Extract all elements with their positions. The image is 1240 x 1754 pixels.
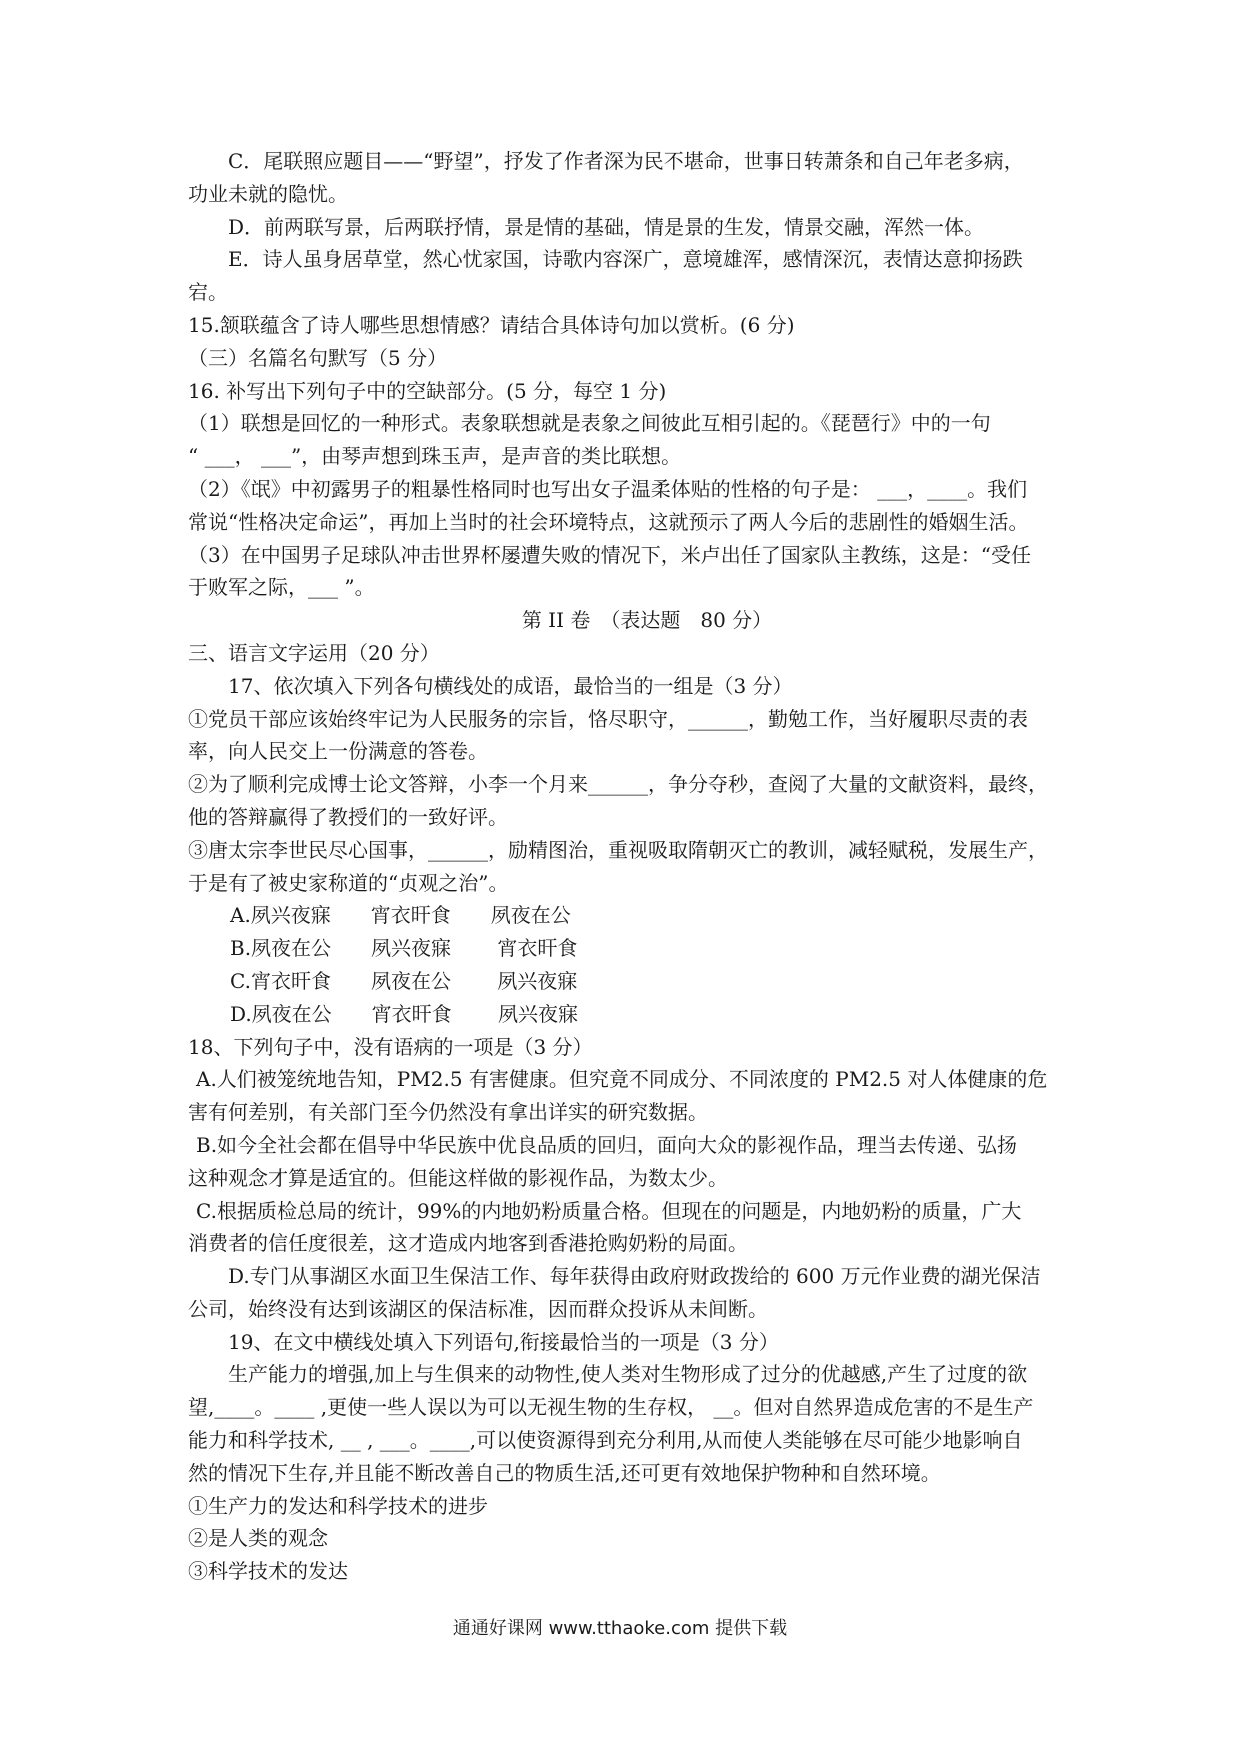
text-line: B.如今全社会都在倡导中华民族中优良品质的回归，面向大众的影视作品，理当去传递、弘扬 [196,1132,1018,1157]
text-line: 于是有了被史家称道的“贞观之治”。 [188,870,509,895]
text-line: 三、语言文字运用（20 分） [188,640,440,665]
text-line: C．尾联照应题目——“野望”，抒发了作者深为民不堪命，世事日转萧条和自己年老多病， [228,149,1024,173]
text-line: 然的情况下生存,并且能不断改善自己的物质生活,还可更有效地保护物种和自然环境。 [188,1460,941,1485]
text-line: D．前两联写景，后两联抒情，景是情的基础，情是景的生发，情景交融，浑然一体。 [228,214,985,239]
text-line: ③科学技术的发达 [188,1559,348,1584]
text-line: ③唐太宗李世民尽心国事，______，励精图治，重视吸取隋朝灭亡的教训，减轻赋税，发展生产， [188,837,1048,862]
text-line: 19、在文中横线处填入下列语句,衔接最恰当的一项是（3 分） [228,1329,779,1354]
text-line: ①党员干部应该始终牢记为人民服务的宗旨，恪尽职守，______，勤勉工作，当好履职尽责的表 [188,706,1028,731]
document-body [188,145,1106,1588]
text-line: 他的答辩赢得了教授们的一致好评。 [188,804,508,829]
text-line: B.夙夜在公 夙兴夜寐 宵衣旰食 [230,936,578,961]
text-line: C.根据质检总局的统计，99%的内地奶粉质量合格。但现在的问题是，内地奶粉的质量，广大 [196,1198,1022,1223]
text-line: 生产能力的增强,加上与生俱来的动物性,使人类对生物形成了过分的优越感,产生了过度的欲 [228,1362,1028,1387]
text-line: D.专门从事湖区水面卫生保洁工作、每年获得由政府财政拨给的 600 万元作业费的湖光保洁 [228,1264,1041,1289]
text-line: （三）名篇名句默写（5 分） [188,345,448,370]
text-line: 害有何差别，有关部门至今仍然没有拿出详实的研究数据。 [188,1100,708,1125]
text-line: （2）《氓》中初露男子的粗暴性格同时也写出女子温柔体贴的性格的句子是： ___，____。我们 [188,476,1028,501]
text-line: 18、下列句子中，没有语病的一项是（3 分） [188,1034,593,1059]
text-line: 消费者的信任度很差，这才造成内地客到香港抢购奶粉的局面。 [188,1231,748,1256]
text-line: E．诗人虽身居草堂，然心忧家国，诗歌内容深广，意境雄浑，感情深沉，表情达意抑扬跌 [228,247,1023,272]
text-line: 公司，始终没有达到该湖区的保洁标准，因而群众投诉从未间断。 [188,1296,768,1321]
text-line: 这种观念才算是适宜的。但能这样做的影视作品，为数太少。 [188,1165,728,1190]
text-line: 于败军之际，___ ”。 [188,575,375,600]
text-line: 望,____。____ ,更使一些人误以为可以无视生物的生存权， __。但对自然界造成危害的不是生产 [188,1395,1034,1420]
text-line: ②是人类的观念 [188,1526,328,1551]
text-line: A.人们被笼统地告知，PM2.5 有害健康。但究竟不同成分、不同浓度的 PM2.5 对人体健康的危 [196,1067,1048,1092]
text-line: 15.颔联蕴含了诗人哪些思想情感？请结合具体诗句加以赏析。(6 分) [188,312,795,337]
text-line: A.夙兴夜寐 宵衣旰食 夙夜在公 [230,903,571,928]
text-line: 宕。 [188,280,228,305]
page-footer: 通通好课网 www.tthaoke.com 提供下载 [452,1618,788,1639]
text-line: 16. 补写出下列句子中的空缺部分。(5 分，每空 1 分) [188,378,667,403]
text-line: 能力和科学技术, __ , ___。____,可以使资源得到充分利用,从而使人类能够在尽可能少地影响自 [188,1428,1023,1453]
text-line: ①生产力的发达和科学技术的进步 [188,1493,488,1518]
text-line: 第 II 卷 （表达题 80 分） [521,608,773,633]
text-line: 功业未就的隐忧。 [188,181,348,206]
text-line: 常说“性格决定命运”，再加上当时的社会环境特点，这就预示了两人今后的悲剧性的婚姻生活。 [188,509,1029,534]
text-line: 17、依次填入下列各句横线处的成语，最恰当的一组是（3 分） [228,673,793,698]
text-line: C.宵衣旰食 夙夜在公 夙兴夜寐 [230,968,578,993]
text-line: ②为了顺利完成博士论文答辩，小李一个月来______，争分夺秒，查阅了大量的文献资料，最终， [188,772,1048,797]
text-line: （3）在中国男子足球队冲击世界杯屡遭失败的情况下，米卢出任了国家队主教练，这是：“受任 [188,542,1031,567]
text-line: “ ___， ___”，由琴声想到珠玉声，是声音的类比联想。 [188,444,682,469]
text-line: （1）联想是回忆的一种形式。表象联想就是表象之间彼此互相引起的。《琵琶行》中的一句 [188,411,991,436]
text-line: D.夙夜在公 宵衣旰食 夙兴夜寐 [230,1001,579,1026]
text-line: 率，向人民交上一份满意的答卷。 [188,739,488,764]
